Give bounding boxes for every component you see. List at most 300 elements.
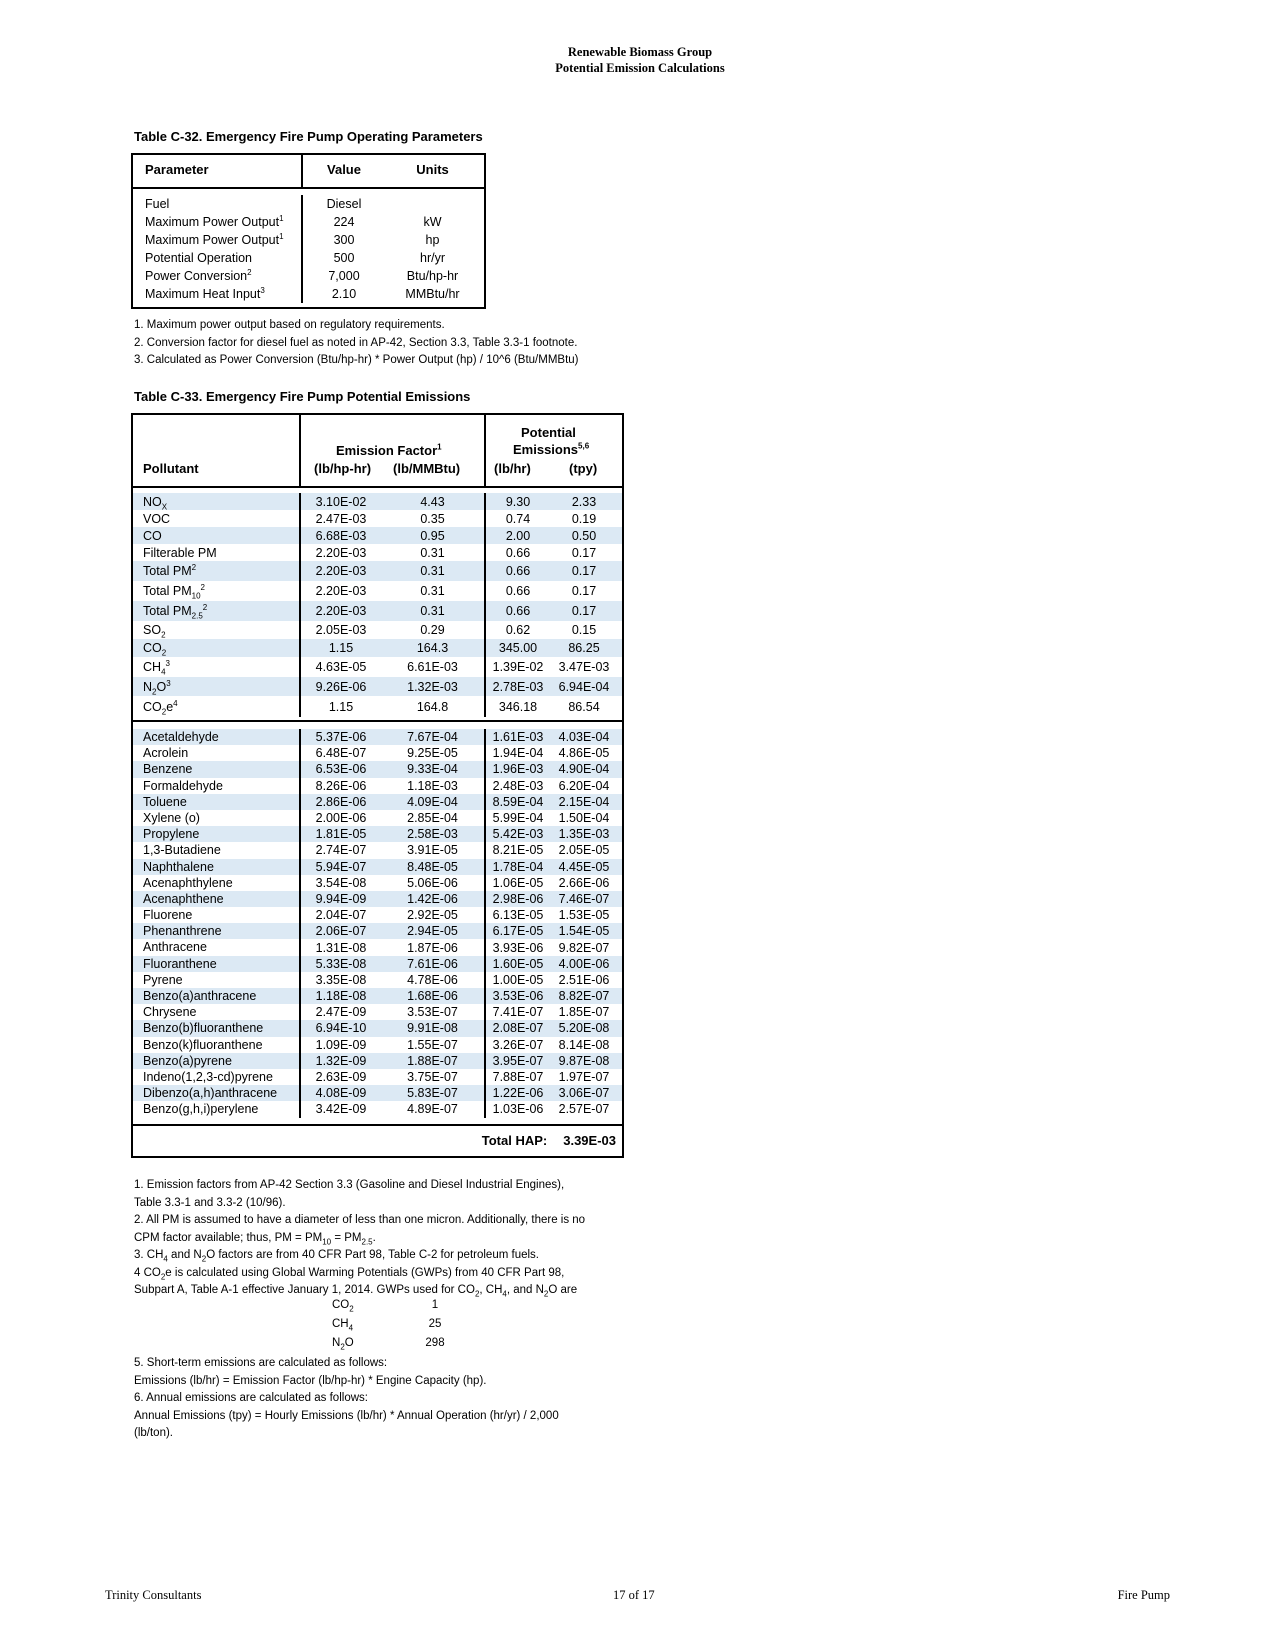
hap-row (133, 745, 622, 761)
pollutant-cell (133, 657, 301, 677)
potential-emission-cells (486, 1086, 620, 1100)
pollutant-name (143, 564, 196, 578)
pe-tpy: 0.17 (571, 604, 597, 618)
potential-emission-cells (486, 924, 620, 938)
emission-factor-cells (301, 907, 486, 923)
criteria-row (133, 621, 622, 639)
footnote-marker: 2 (200, 582, 205, 592)
table33-note-2: 2. All PM is assumed to have a diameter of less than one micron. Additionally, there is no (134, 1214, 586, 1226)
hap-name: Acenaphthylene (133, 875, 301, 891)
pollutant-cell (133, 561, 301, 581)
ef-lb-mmbtu: 0.31 (420, 584, 445, 598)
emission-factor-cells (301, 826, 486, 842)
hap-row (133, 859, 622, 875)
table33-note-6: 6. Annual emissions are calculated as follows: (134, 1392, 368, 1404)
units-cell: hp (425, 233, 440, 247)
ef-lb-mmbtu: 1.87E-06 (407, 940, 458, 955)
potential-emission-cells (486, 908, 620, 922)
table32-row (133, 285, 484, 303)
pollutant-subscript: 2 (152, 687, 157, 696)
ef-lb-hp-hr: 1.81E-05 (315, 827, 367, 842)
potential-emission-cells (486, 892, 620, 906)
parameter-cell (133, 231, 303, 249)
pe-tpy: 5.20E-08 (558, 1021, 610, 1036)
table33-note-2b: CPM factor available; thus, PM = $PM_{10} = PM_{2.5}$. (134, 1231, 376, 1246)
footnote-marker: 4 (173, 698, 178, 708)
table33-header-pe-group1: Potential (521, 425, 576, 440)
table33-note-4b: Subpart A, Table A-1 effective January 1, 2014. GWPs used for $CO_2$, $CH_4$, and $N_2O$ are (134, 1284, 578, 1299)
hap-name: Naphthalene (133, 859, 301, 875)
units-cell: Btu/hp-hr (406, 269, 459, 283)
pe-lb-hr: 1.03E-06 (492, 1102, 544, 1117)
table33-note-6c: (lb/ton). (134, 1427, 173, 1439)
table33-note-3: 3. $CH_4$ and $N_2O$ factors are from 40 CFR Part 98, Table C-2 for petroleum fuels. (134, 1249, 539, 1264)
pollutant-base: SO (143, 623, 162, 637)
emission-factor-cells (301, 1069, 486, 1085)
hap-name: Acenaphthene (133, 891, 301, 907)
gwp-gas (332, 1337, 354, 1352)
pe-tpy: 9.82E-07 (558, 940, 610, 955)
pe-lb-hr: 7.88E-07 (492, 1070, 544, 1085)
pollutant-cell (133, 639, 301, 657)
pollutant-subscript: 2.5 (191, 611, 203, 621)
units-cell: kW (423, 215, 442, 229)
hap-name: Anthracene (133, 939, 301, 955)
table33-total-row (133, 1126, 622, 1156)
pe-lb-hr: 1.61E-03 (492, 730, 544, 745)
ef-lb-hp-hr: 3.35E-08 (315, 972, 367, 987)
ef-lb-hp-hr: 6.53E-06 (315, 762, 367, 777)
footnote-marker: 1 (279, 231, 284, 241)
ef-lb-hp-hr: 3.10E-02 (315, 494, 367, 509)
table32-header (133, 155, 484, 189)
ef-lb-hp-hr: 2.47E-09 (315, 1005, 367, 1020)
potential-emission-cells (486, 746, 620, 760)
ef-lb-hp-hr: 1.32E-09 (315, 1053, 367, 1068)
ef-lb-hp-hr: 2.20E-03 (315, 545, 367, 560)
potential-emission-cells (486, 827, 620, 841)
parameter-cell (133, 195, 303, 213)
table33-header-ef-lbmmbtu: (lb/MMBtu) (393, 461, 461, 476)
table33-header (133, 415, 622, 488)
pollutant-cell (133, 527, 301, 544)
ef-lb-hp-hr: 6.94E-10 (315, 1021, 367, 1036)
pe-lb-hr: 5.99E-04 (492, 811, 544, 826)
ef-lb-mmbtu: 2.85E-04 (407, 811, 458, 826)
parameter-cell (133, 213, 303, 231)
pe-lb-hr: 345.00 (498, 641, 538, 655)
ef-lb-mmbtu: 7.61E-06 (407, 956, 458, 971)
value-cell: 300 (333, 233, 355, 247)
hap-name: Benzo(g,h,i)perylene (133, 1101, 301, 1117)
pollutant-base: CO (143, 699, 162, 714)
pe-tpy: 86.25 (568, 641, 600, 655)
value-cell: 2.10 (331, 287, 357, 301)
emission-factor-cells (301, 510, 486, 527)
pollutant-subscript: X (161, 502, 168, 511)
hap-name: Fluorene (133, 907, 301, 923)
gwp-gas-base: N (332, 1337, 341, 1349)
gwp-value: 25 (428, 1318, 442, 1330)
emission-factor-cells (301, 972, 486, 988)
emission-factor-cells (301, 761, 486, 777)
ef-lb-mmbtu: 0.35 (420, 511, 445, 526)
table32-note-1: 1. Maximum power output based on regulatory requirements. (134, 319, 445, 331)
emission-factor-cells (301, 923, 486, 939)
emission-factor-cells (301, 1101, 486, 1117)
ef-lb-mmbtu: 1.18E-03 (407, 778, 458, 793)
pollutant-cell (133, 677, 301, 696)
potential-emission-cells (486, 973, 620, 987)
ef-lb-mmbtu: 3.53E-07 (407, 1005, 458, 1020)
pe-tpy: 1.50E-04 (558, 811, 610, 826)
hap-name: Chrysene (133, 1004, 301, 1020)
table33-header-pe-group2: Emissions$^{5,6}$ (513, 441, 590, 457)
parameter-label: Fuel (145, 197, 170, 211)
emission-factor-cells (301, 561, 486, 581)
table33-header-pollutant: Pollutant (143, 461, 199, 476)
hap-row (133, 988, 622, 1004)
pollutant-subscript: 2 (161, 630, 166, 640)
ef-lb-hp-hr: 9.26E-06 (315, 679, 367, 694)
hap-row (133, 761, 622, 777)
parameter-label: Maximum Power Output (145, 233, 280, 247)
units-cell: hr/yr (420, 251, 445, 265)
value-cell: 224 (333, 215, 355, 229)
criteria-row (133, 527, 622, 544)
pollutant-base: Total PM (143, 584, 192, 598)
pollutant-cell (133, 581, 301, 601)
emission-factor-cells (301, 493, 486, 510)
hap-name: Xylene (o) (133, 810, 301, 826)
emission-factor-cells (301, 794, 486, 810)
potential-emission-cells (486, 1038, 620, 1052)
hap-row (133, 956, 622, 972)
emission-factor-cells (301, 1020, 486, 1036)
gwp-gas-base: CH (332, 1318, 349, 1330)
pe-tpy: 9.87E-08 (558, 1053, 610, 1068)
ef-lb-mmbtu: 0.29 (420, 623, 445, 637)
hap-row (133, 891, 622, 907)
ef-lb-mmbtu: 1.42E-06 (407, 891, 458, 906)
value-cell: Diesel (326, 197, 362, 211)
ef-lb-hp-hr: 2.20E-03 (315, 604, 367, 618)
parameter-label: Potential Operation (145, 251, 253, 265)
header-line-2: Potential Emission Calculations (555, 61, 725, 75)
header-line-1: Renewable Biomass Group (567, 45, 713, 59)
pollutant-base: Total PM (143, 604, 192, 618)
pe-tpy: 2.05E-05 (558, 843, 610, 858)
pe-lb-hr: 9.30 (505, 494, 531, 509)
emission-factor-cells (301, 527, 486, 544)
parameter-label: Maximum Heat Input (145, 287, 261, 301)
ef-lb-hp-hr: 2.74E-07 (315, 843, 367, 858)
table32-row (133, 195, 484, 213)
pe-lb-hr: 0.66 (505, 564, 531, 578)
ef-lb-mmbtu: 1.32E-03 (407, 679, 458, 694)
pollutant-cell (133, 510, 301, 527)
value-cell: 500 (333, 251, 355, 265)
pollutant-cell (133, 493, 301, 510)
table33-note-4: 4 $CO_2e$ is calculated using Global Warming Potentials (GWPs) from 40 CFR Part 98, (134, 1266, 565, 1281)
pe-tpy: 2.33 (571, 494, 597, 509)
pollutant-base: CO (143, 528, 162, 543)
pollutant-name (143, 700, 178, 714)
ef-lb-mmbtu: 3.91E-05 (407, 843, 458, 858)
pe-lb-hr: 1.00E-05 (492, 972, 544, 987)
table33-note-5b: Emissions (lb/hr) = Emission Factor (lb/hp-hr) * Engine Capacity (hp). (134, 1374, 487, 1387)
pe-tpy: 2.57E-07 (558, 1102, 610, 1117)
potential-emission-cells (486, 876, 620, 890)
ef-lb-mmbtu: 4.78E-06 (407, 972, 458, 987)
total-hap-label: Total HAP: (481, 1133, 548, 1148)
table33-header-pe-lbhr: (lb/hr) (494, 461, 531, 476)
ef-lb-hp-hr: 1.18E-08 (315, 989, 367, 1004)
pe-tpy: 2.15E-04 (558, 794, 610, 809)
pe-tpy: 2.66E-06 (558, 875, 610, 890)
pe-lb-hr: 0.62 (505, 623, 531, 637)
ef-lb-mmbtu: 5.83E-07 (407, 1086, 458, 1101)
ef-lb-mmbtu: 1.68E-06 (407, 989, 458, 1004)
pollutant-tail: e (166, 699, 174, 714)
potential-emission-cells (486, 604, 620, 618)
pollutant-cell (133, 601, 301, 621)
criteria-row (133, 601, 622, 621)
pe-tpy: 1.35E-03 (558, 827, 610, 842)
pollutant-base: VOC (143, 511, 171, 526)
emission-factor-cells (301, 859, 486, 875)
ef-lb-hp-hr: 2.04E-07 (315, 908, 367, 923)
criteria-row (133, 561, 622, 581)
pollutant-name (143, 529, 162, 543)
hap-name: Benzo(a)anthracene (133, 988, 301, 1004)
table33-criteria-section (133, 488, 622, 722)
pe-lb-hr: 1.39E-02 (492, 660, 544, 674)
pe-tpy: 3.47E-03 (558, 660, 610, 674)
emission-factor-cells (301, 745, 486, 761)
emission-factor-cells (301, 956, 486, 972)
potential-emission-cells (486, 1070, 620, 1084)
emission-factor-cells (301, 1085, 486, 1101)
pe-tpy: 2.51E-06 (558, 972, 610, 987)
ef-lb-hp-hr: 4.63E-05 (315, 660, 367, 674)
hap-name: Indeno(1,2,3-cd)pyrene (133, 1069, 301, 1085)
potential-emission-cells (486, 660, 620, 674)
pollutant-base: CO (143, 641, 162, 655)
parameter-cell (133, 249, 303, 267)
criteria-row (133, 657, 622, 677)
criteria-row (133, 510, 622, 527)
pe-tpy: 0.50 (571, 528, 597, 543)
parameter-label: Maximum Power Output (145, 215, 280, 229)
potential-emission-cells (486, 529, 620, 543)
footnote-marker: 2 (191, 562, 197, 572)
footnote-marker: 3 (165, 658, 170, 668)
ef-lb-mmbtu: 7.67E-04 (407, 730, 458, 745)
pollutant-name (143, 602, 208, 621)
ef-lb-hp-hr: 5.94E-07 (315, 859, 367, 874)
pe-tpy: 8.14E-08 (558, 1037, 610, 1052)
gwp-gas (332, 1299, 354, 1314)
potential-emission-cells (486, 957, 620, 971)
hap-row (133, 842, 622, 858)
emission-factor-cells (301, 939, 486, 955)
emission-factor-cells (301, 729, 486, 745)
hap-name: 1,3-Butadiene (133, 842, 301, 858)
emission-factor-cells (301, 778, 486, 794)
potential-emission-cells (486, 512, 620, 526)
criteria-row (133, 581, 622, 601)
ef-lb-mmbtu: 3.75E-07 (407, 1070, 458, 1085)
ef-lb-hp-hr: 1.09E-09 (315, 1037, 367, 1052)
hap-row (133, 1004, 622, 1020)
potential-emission-cells (486, 623, 620, 637)
pe-lb-hr: 1.94E-04 (492, 746, 544, 761)
emission-factor-cells (301, 544, 486, 561)
hap-name: Fluoranthene (133, 956, 301, 972)
footnote-marker: 3 (260, 285, 265, 295)
table33-hap-section (133, 722, 622, 1126)
emission-factor-cells (301, 891, 486, 907)
emission-factor-cells (301, 810, 486, 826)
table33-note-1b: Table 3.3-1 and 3.3-2 (10/96). (134, 1196, 286, 1209)
hap-name: Acrolein (133, 745, 301, 761)
page-header (0, 44, 1275, 76)
pollutant-cell (133, 621, 301, 639)
hap-row (133, 794, 622, 810)
potential-emission-cells (486, 564, 620, 578)
table33-header-ef-lbhphr: (lb/hp-hr) (314, 461, 372, 476)
table33-note-5: 5. Short-term emissions are calculated as follows: (134, 1357, 388, 1369)
pe-lb-hr: 0.74 (505, 511, 531, 526)
table32-header-units: Units (416, 162, 449, 177)
ef-lb-hp-hr: 9.94E-09 (315, 891, 367, 906)
pollutant-name (143, 623, 166, 640)
hap-name: Formaldehyde (133, 778, 301, 794)
ef-lb-mmbtu: 2.58E-03 (407, 827, 458, 842)
ef-lb-mmbtu: 4.43 (420, 494, 445, 509)
pe-lb-hr: 6.13E-05 (492, 908, 544, 923)
pe-tpy: 1.54E-05 (558, 924, 610, 939)
potential-emission-cells (486, 989, 620, 1003)
table33-header-pe-tpy: (tpy) (569, 461, 598, 476)
table33-title: Table C-33. Emergency Fire Pump Potential Emissions (134, 389, 471, 404)
pollutant-base: NO (143, 494, 162, 509)
ef-lb-mmbtu: 1.55E-07 (407, 1037, 458, 1052)
hap-row (133, 939, 622, 955)
pe-tpy: 86.54 (568, 699, 600, 714)
potential-emission-cells (486, 700, 620, 714)
table33-notes-continued (134, 1355, 654, 1443)
footer-left: Trinity Consultants (105, 1588, 202, 1602)
ef-lb-mmbtu: 5.06E-06 (407, 875, 458, 890)
potential-emission-cells (486, 546, 620, 560)
potential-emission-cells (486, 641, 620, 655)
emission-factor-cells (301, 875, 486, 891)
pollutant-base: N (143, 679, 153, 694)
ef-lb-hp-hr: 6.68E-03 (315, 528, 367, 543)
table32-body (133, 189, 484, 307)
ef-lb-hp-hr: 2.05E-03 (315, 623, 367, 637)
table32-row (133, 267, 484, 285)
ef-lb-mmbtu: 0.31 (420, 604, 445, 618)
pe-lb-hr: 2.48E-03 (492, 778, 544, 793)
pollutant-name (143, 680, 171, 694)
potential-emission-cells (486, 1005, 620, 1019)
pe-lb-hr: 5.42E-03 (492, 827, 544, 842)
emission-factor-cells (301, 1053, 486, 1069)
table33-note-1: 1. Emission factors from AP-42 Section 3.3 (Gasoline and Diesel Industrial Engines), (134, 1179, 565, 1191)
hap-row (133, 972, 622, 988)
ef-lb-mmbtu: 9.33E-04 (407, 762, 458, 777)
footnote-marker: 2 (202, 602, 208, 612)
pe-tpy: 1.85E-07 (558, 1005, 610, 1020)
pe-lb-hr: 1.78E-04 (492, 859, 544, 874)
hap-name: Propylene (133, 826, 301, 842)
pollutant-cell (133, 544, 301, 561)
pe-lb-hr: 2.08E-07 (492, 1021, 544, 1036)
ef-lb-mmbtu: 0.31 (420, 564, 445, 578)
emission-factor-cells (301, 639, 486, 657)
emission-factor-cells (301, 601, 486, 621)
potential-emission-cells (486, 795, 620, 809)
hap-name: Benzo(b)fluoranthene (133, 1020, 301, 1036)
gwp-gas-subscript: 2 (349, 1304, 354, 1314)
ef-lb-hp-hr: 8.26E-06 (315, 778, 367, 793)
hap-row (133, 729, 622, 745)
pe-lb-hr: 0.66 (505, 604, 531, 618)
pollutant-subscript: 10 (191, 591, 201, 601)
pe-lb-hr: 1.06E-05 (492, 875, 544, 890)
pe-tpy: 4.03E-04 (558, 730, 610, 745)
pe-tpy: 7.46E-07 (558, 891, 610, 906)
table32-row (133, 213, 484, 231)
pe-lb-hr: 8.21E-05 (492, 843, 544, 858)
pollutant-base: Filterable PM (143, 545, 217, 560)
table32-header-parameter: Parameter (133, 155, 303, 187)
gwp-gas-subscript: 4 (348, 1323, 354, 1333)
table33-notes (134, 1177, 634, 1300)
potential-emission-cells (486, 1102, 620, 1116)
ef-lb-mmbtu: 4.89E-07 (407, 1102, 458, 1117)
table32-notes (134, 317, 579, 370)
hap-name: Pyrene (133, 972, 301, 988)
hap-row (133, 923, 622, 939)
units-cell: MMBtu/hr (405, 287, 460, 301)
ef-lb-mmbtu: 4.09E-04 (407, 794, 458, 809)
ef-lb-mmbtu: 8.48E-05 (407, 859, 458, 874)
footnote-marker: 1 (279, 213, 284, 223)
pollutant-base: CH (143, 660, 162, 674)
value-cell: 7,000 (328, 269, 360, 283)
potential-emission-cells (486, 843, 620, 857)
pe-lb-hr: 3.95E-07 (492, 1053, 544, 1068)
gwp-gas (332, 1318, 354, 1333)
pollutant-subscript: 2 (161, 648, 167, 658)
table33 (131, 413, 624, 1158)
hap-row (133, 907, 622, 923)
ef-lb-mmbtu: 0.95 (420, 528, 445, 543)
hap-name: Phenanthrene (133, 923, 301, 939)
pe-tpy: 3.06E-07 (558, 1086, 610, 1101)
potential-emission-cells (486, 779, 620, 793)
pe-tpy: 1.97E-07 (558, 1070, 610, 1085)
hap-row (133, 1069, 622, 1085)
table32 (131, 153, 486, 309)
pe-lb-hr: 3.26E-07 (492, 1037, 544, 1052)
pollutant-name (143, 546, 217, 560)
ef-lb-mmbtu: 2.94E-05 (407, 924, 458, 939)
